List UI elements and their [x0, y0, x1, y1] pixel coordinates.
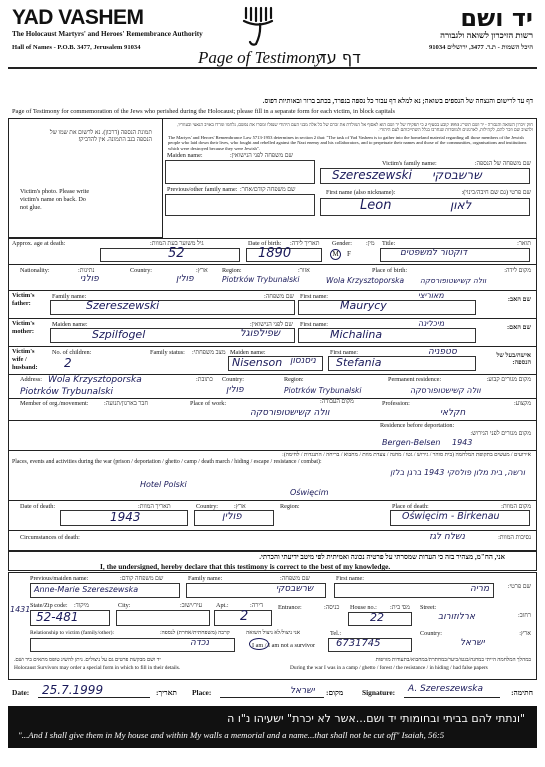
declaration-en: I, the undersigned, hereby declare that this testimony is correct to the best of my knowledge. — [100, 562, 391, 571]
house-label-he: מס' בית: — [390, 604, 410, 611]
mother-first-label: First name: — [300, 321, 329, 328]
zip-label-he: מיקוד: — [74, 602, 89, 609]
zip-value: 52-481 — [36, 610, 79, 624]
prev-family-field[interactable] — [165, 194, 315, 216]
death-country-value: פולין — [222, 511, 242, 522]
spouse-label: Victim's wife / husband: — [12, 348, 38, 371]
city-label-he: עיר/ישוב: — [180, 602, 203, 609]
death-place-label: Place of death: — [392, 503, 429, 510]
apt-label-he: דירה: — [250, 602, 263, 609]
age-label: Approx. age at death: — [12, 240, 66, 247]
children-label: No. of children: — [52, 349, 92, 356]
survivor-label: I am / I am not a survivor — [252, 642, 316, 649]
mother-first-value: Michalina — [330, 328, 383, 341]
first-name-label: First name (also nickname): — [326, 189, 396, 196]
rule-declaration — [8, 550, 537, 552]
rule-row-residence — [8, 420, 537, 421]
street-label: Street: — [420, 604, 437, 611]
address-value: Wola Krzysztoporska — [48, 375, 142, 385]
rule-row-work — [8, 398, 537, 399]
signature-underline — [404, 697, 500, 698]
photo-instructions-en: Victim's photo. Please write victim's name on back. Do not glue. — [20, 188, 90, 211]
maiden-name-label: Maiden name: — [167, 152, 203, 159]
authority-he: רשות הזיכרון לשואה ולגבורה — [440, 30, 533, 40]
house-label: House no.: — [350, 604, 377, 611]
region-value: Piotrków Trybunalski — [222, 275, 300, 284]
place-underline — [220, 697, 324, 698]
tel-label: Tel.: — [330, 630, 342, 637]
survivor-label-he: אני ניצול/לא ניצול השואה — [246, 630, 301, 636]
work-place-label-he: מקום העבודה: — [320, 398, 354, 405]
address-region-label: Region: — [284, 376, 304, 383]
survivor-note-en: During the war I was in a camp / ghetto / forest / the resistance / in hiding / had false papers — [290, 665, 488, 671]
wartime-value-1: ורשה, בית מלון פולסקי 1943 ברגן בלזן — [390, 468, 525, 477]
father-family-label-he: שם משפחה: — [264, 293, 295, 300]
death-date-label: Date of death: — [20, 503, 56, 510]
family-name-value-he: שרשבסקי — [432, 168, 482, 182]
father-label: Victim's father: — [12, 292, 35, 307]
dob-label: Date of birth: — [248, 240, 282, 247]
gender-f-label: F — [347, 250, 351, 258]
date-value: 25.7.1999 — [42, 683, 104, 697]
prev-maiden-value: Anne-Marie Szereszewska — [34, 585, 139, 594]
prev-maiden-label-he: שם משפחה קודם: — [120, 575, 164, 582]
date-underline — [38, 697, 150, 698]
rule-row-circumstances — [8, 530, 537, 531]
wartime-value-2: Hotel Polski — [140, 480, 187, 489]
wartime-label-he: אירועים / מעשים בתקופת המלחמה (בית סוהר / גירוש / גטו / מחנה / צעדת מוות / מחבוא / בריחה / התנגדות / לחימה): — [282, 452, 531, 458]
rule-row-birth — [8, 264, 537, 265]
rule-row-father — [8, 290, 537, 291]
family-status-label: Family status: — [150, 349, 185, 356]
w-family-label-he: שם משפחה: — [280, 575, 311, 582]
yv-note-he: יד ושם מבקשת פרטים גם על ניצולים. ניתן להשיג טופס מתאים ביד ושם. — [14, 657, 161, 663]
first-name-value-he: לאון — [450, 198, 472, 212]
profession-label-he: מקצוע: — [513, 400, 531, 407]
instructions-en: Page of Testimony for commemoration of the Jews who perished during the Holocaust; please fill in a separate form for each victim, in block capitals — [12, 108, 395, 115]
mother-maiden-value: Szpilfogel — [92, 328, 146, 341]
residence-dep-note: 1943 — [452, 438, 473, 447]
entrance-label: Entrance: — [278, 604, 302, 611]
w-first-value: מריה — [470, 584, 490, 594]
spouse-label-he: אישה/בעל של הנספה: — [496, 352, 531, 366]
city-label: City: — [118, 602, 131, 609]
side-note: 1431 — [10, 605, 31, 614]
address-label-he: כתובת: — [196, 376, 213, 383]
death-date-label-he: תאריך המוות: — [138, 503, 171, 510]
dob-value: 1890 — [258, 246, 292, 261]
w-first-label-he: שם פרטי: — [507, 583, 531, 590]
form-title-he: דף עד — [318, 48, 361, 67]
title-label-he: תואר: — [517, 240, 531, 247]
country-value: פולין — [176, 274, 194, 284]
apt-label: Apt.: — [216, 602, 229, 609]
spouse-first-value-he: סטפניה — [428, 347, 457, 357]
instructions-he: דף עד לרישום והנצחה של הנספים בשואה; נא למלא דף עבור כל נספה בנפרד, בכתב ברור ובאותיות דפוס. — [262, 98, 533, 105]
street-label-he: רחוב: — [518, 612, 531, 619]
prev-family-label-he: שם משפחה קודם/אחר: — [240, 186, 296, 193]
death-country-label-he: ארץ: — [234, 503, 246, 510]
yad-vashem-logo-text: YAD VASHEM — [12, 6, 144, 29]
nationality-label: Nationality: — [20, 267, 50, 274]
region-death-label: Region: — [280, 503, 300, 510]
circumstances-label-he: נסיבות המוות: — [498, 534, 531, 541]
gender-label-he: מין: — [366, 240, 375, 247]
gender-m-label: M — [332, 250, 339, 258]
relation-label-he: קרבה (משפחתית/אחרת) לנספה: — [160, 630, 230, 636]
age-value: 52 — [168, 246, 185, 261]
family-name-label: Victim's family name: — [382, 160, 437, 167]
spouse-first-label: First name: — [330, 349, 359, 356]
death-place-value: Oświęcim - Birkenau — [402, 511, 500, 522]
birthplace-value-he: וולה קשישטופורסקה — [420, 276, 487, 285]
father-first-label: First name: — [300, 293, 329, 300]
mother-maiden-value-he: שפילפוגל — [240, 328, 281, 339]
maiden-name-label-he: שם משפחה לפני הנישואין: — [230, 152, 293, 159]
hall-of-names-en: Hall of Names - P.O.B. 3477, Jerusalem 91034 — [12, 44, 141, 51]
rule-row-death — [8, 500, 537, 501]
country2-value: ישראל — [460, 638, 485, 648]
member-label: Member of org./movement: — [20, 400, 89, 407]
spouse-maiden-value: Nisenson — [232, 356, 283, 369]
circumstances-value: נשלח לגז — [429, 532, 465, 542]
perm-res-label-he: מקום מגורים קבוע: — [486, 376, 531, 383]
date-label-he: תאריך: — [156, 688, 177, 697]
rule-row-spouse — [8, 346, 537, 347]
perm-res-label: Permanent residence: — [388, 376, 442, 383]
place-value: ישראל — [290, 686, 315, 696]
place-label: Place: — [192, 688, 212, 697]
street-value: ארלוזורוב — [438, 612, 475, 622]
country2-label: Country: — [420, 630, 443, 637]
father-family-value: Szereszewski — [86, 299, 160, 312]
residence-dep-label-he: מקום מגורים לפני הגירוש: — [470, 430, 531, 437]
date-label: Date: — [12, 688, 30, 697]
footer-quote-he: "ונתתי להם בביתי ובחומותי יד ושם...אשר לא יכרת" ישעיהו נ"ו ה — [227, 712, 525, 725]
city-field[interactable] — [116, 610, 210, 626]
age-label-he: גיל משוער בעת המוות: — [150, 240, 204, 247]
footer-quote-en: "...And I shall give them in My house and within My walls a memorial and a name...that shall not be cut off" Isaiah, 56:5 — [18, 730, 445, 740]
country-label: Country: — [130, 267, 153, 274]
signature-label-he: חתימה: — [511, 688, 533, 697]
survivor-note-he: במהלך המלחמה הייתי במחנה/בגטו/ביער/במחתרת/במחבוא/בתעודות מזויפות — [375, 657, 531, 663]
children-value: 2 — [64, 356, 72, 370]
work-place-value: וולה קשישטופורסקה — [250, 408, 330, 418]
first-name-label-he: שם פרטי (גם שם חיבה/כינוי): — [461, 189, 531, 196]
rule-row-wartime — [8, 450, 537, 451]
father-first-field[interactable] — [298, 300, 476, 315]
spouse-maiden-value-he: ניסנסון — [290, 356, 316, 366]
mother-first-value-he: מיכלינה — [418, 319, 445, 328]
place-label-he: מקום: — [326, 688, 344, 697]
mother-maiden-label-he: שם לפני הנישואין: — [250, 321, 293, 328]
member-label-he: חבר בארגון/תנועה: — [104, 400, 149, 407]
header-rule — [8, 67, 537, 69]
maiden-name-field[interactable] — [165, 160, 315, 184]
birthplace-label-he: מקום לידה: — [504, 267, 531, 274]
mother-maiden-label: Maiden name: — [52, 321, 88, 328]
first-name-value: Leon — [360, 198, 392, 213]
family-status-label-he: מצב משפחתי: — [192, 349, 226, 356]
country-label-he: ארץ: — [196, 267, 208, 274]
declaration-he: אני, הח"מ, מצהיר בזה כי העדות שמסרתי על פרטיה נכונה ואמיתית לפי מיטב ידיעתי והכרתי. — [259, 553, 505, 561]
address-region-value: Piotrków Trybunalski — [284, 386, 362, 395]
address-value-2: Piotrków Trybunalski — [20, 387, 113, 397]
signature-label: Signature: — [362, 688, 396, 697]
father-first-value: Maurycy — [340, 299, 387, 312]
mother-label-he: שם האם: — [506, 324, 531, 331]
title-label: Title: — [382, 240, 396, 247]
zip-label: State/Zip code: — [30, 602, 68, 609]
wartime-value-3: Oświęcim — [290, 488, 329, 497]
family-name-label-he: שם משפחה של הנספה: — [474, 160, 531, 167]
rule-row-age — [8, 238, 537, 239]
gender-label: Gender: — [332, 240, 352, 247]
law-text-en: The Martyrs' and Heroes' Remembrance Law 5713-1953 determines in section 2 that: "The task of Yad Vashem is to gather into the homeland material regarding all those members of the Jewish people who laid down their lives, who fought and rebelled against the Nazi enemy and his collaborators, and to perpetuate their names and those of the communities, organisations and institutions which were destroyed because they were Jewish". — [168, 135, 527, 151]
address-country-label: Country: — [222, 376, 245, 383]
family-name-value: Szereszewski — [332, 168, 412, 182]
w-first-label: First name: — [336, 575, 365, 582]
rule-row-mother — [8, 318, 537, 319]
nationality-value: פולני — [80, 274, 99, 284]
address-country-value: פולין — [226, 385, 244, 395]
circumstances-label: Circumstances of death: — [20, 534, 80, 541]
father-first-value-he: מאוריצי — [418, 291, 444, 300]
authority-en: The Holocaust Martyrs' and Heroes' Remembrance Authority — [12, 30, 203, 38]
death-country-label: Country: — [196, 503, 219, 510]
spouse-first-value: Stefania — [336, 356, 382, 369]
prev-maiden-label: Previous/maiden name: — [30, 575, 89, 582]
entrance-label-he: כניסה: — [324, 604, 340, 611]
mother-label: Victim's mother: — [12, 320, 35, 335]
address-label: Address: — [20, 376, 42, 383]
dob-label-he: תאריך לידה: — [290, 240, 320, 247]
residence-dep-label: Residence before deportation: — [380, 422, 455, 429]
relation-value: נכדה — [190, 638, 210, 648]
spouse-maiden-label: Maiden name: — [230, 349, 266, 356]
signature-value: A. Szereszewska — [408, 684, 483, 694]
region-label-he: אזור: — [298, 267, 310, 274]
apt-value: 2 — [240, 609, 249, 624]
perm-res-value: וולה קשישטופורסקה — [410, 386, 481, 395]
yad-vashem-logo-hebrew: יד ושם — [460, 4, 533, 32]
death-place-label-he: מקום המוות: — [501, 503, 531, 510]
work-place-label: Place of work: — [190, 400, 227, 407]
father-family-label: Family name: — [52, 293, 87, 300]
profession-value: חקלאי — [440, 408, 466, 418]
menorah-logo — [238, 4, 280, 48]
birthplace-value: Wola Krzysztoporska — [326, 276, 405, 285]
country2-label-he: ארץ: — [519, 630, 531, 637]
death-date-value: 1943 — [110, 510, 141, 524]
mother-first-field[interactable] — [298, 328, 476, 343]
form-title-en: Page of Testimony — [198, 48, 323, 67]
law-text-he: חוק זיכרון השואה והגבורה - יד ושם תשי"ג 1953 קובע בסעיף 2 כי תפקידו של יד ושם הוא לאסוף אל המולדת את זכרם של כל אלה מבני העם היהודי שנפלו ומסרו את נפשם, נלחמו ומרדו באויב הנאצי ובעוזריו, ולהציב שם וזכר להם, לקהילות, לארגונים ולמוסדות שנחרבו בגלל השתייכותם לעם היהודי. — [177, 122, 533, 133]
birthplace-label: Place of birth: — [372, 267, 408, 274]
profession-label: Profession: — [382, 400, 410, 407]
tel-value: 6731745 — [336, 638, 381, 649]
photo-instructions-he: תמונת הנספה (דרכון). נא לרשום את שמו של הנספה בגב התמונה. אין להדביק! — [49, 130, 152, 143]
house-value: 22 — [370, 611, 384, 624]
prev-family-label: Previous/other family name: — [167, 186, 238, 193]
yv-note-en: Holocaust Survivors may order a special form in which to fill in their details. — [14, 665, 181, 671]
wartime-label-en: Places, events and activities during the war (prison / deportation / ghetto / camp / death march / hiding / escape / resistance / combat): — [12, 459, 322, 465]
hall-of-names-he: היכל השמות - ת.ד. 3477, ירושלים 91034 — [428, 44, 533, 51]
survivor-am-circle[interactable] — [249, 638, 269, 650]
region-label: Region: — [222, 267, 242, 274]
relation-label: Relationship to victim (family/other): — [30, 630, 115, 636]
first-name-field[interactable] — [320, 198, 530, 216]
w-family-value: שרשבסקי — [276, 584, 314, 594]
title-value: דוקטור למשפטים — [400, 248, 468, 258]
father-label-he: שם האב: — [507, 296, 531, 303]
nationality-label-he: נתינות: — [78, 267, 95, 274]
residence-dep-value: Bergen-Belsen — [382, 438, 441, 447]
w-family-label: Family name: — [188, 575, 223, 582]
